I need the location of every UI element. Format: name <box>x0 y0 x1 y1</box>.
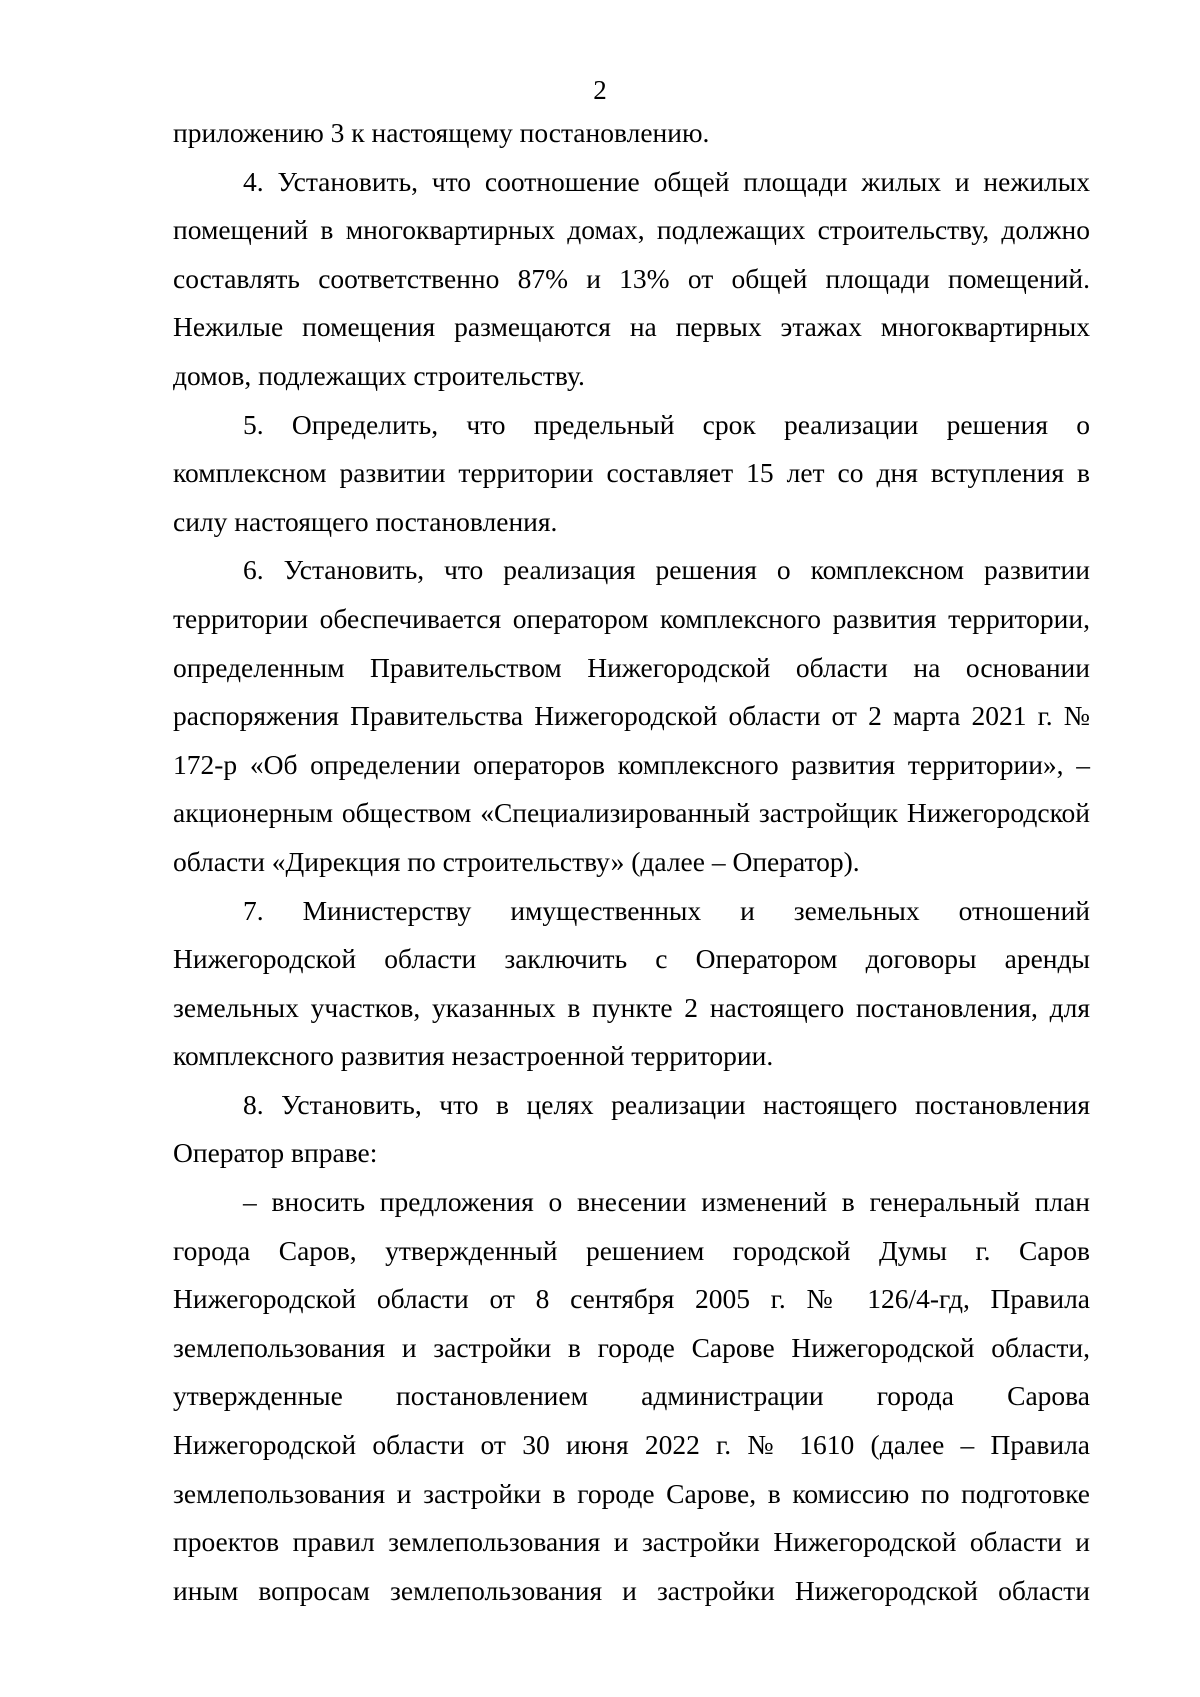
paragraph-8: 8. Установить, что в целях реализации настоящего постановления Оператор вправе: <box>173 1088 1090 1169</box>
paragraph-7: 7. Министерству имущественных и земельных отношений Нижегородской области заключить с Оператором договоры аренды земельных участков, указанных в пункте 2 настоящего постановления, для комплексного развития незастроенной территории. <box>173 894 1090 1072</box>
document-body <box>173 109 1090 1615</box>
paragraph-5: 5. Определить, что предельный срок реализации решения о комплексном развитии территории составляет 15 лет со дня вступления в силу настоящего постановления. <box>173 408 1090 537</box>
paragraph-8-item-1: – вносить предложения о внесении изменений в генеральный план города Саров, утвержденный решением городской Думы г. Саров Нижегородской области от 8 сентября 2005 г. № 126/4-гд, Правила землепользования и застройки в городе Сарове Нижегородской области, утвержденные постановлением администрации города Сарова Нижегородской области от 30 июня 2022 г. № 1610 (далее – Правила землепользования и застройки в городе Сарове, в комиссию по подготовке проектов правил землепользования и застройки Нижегородской области и иным вопросам землепользования и застройки Нижегородской области <box>173 1186 1090 1606</box>
paragraph-6: 6. Установить, что реализация решения о комплексном развитии территории обеспечивается оператором комплексного развития территории, определенным Правительством Нижегородской области на основании распоряжения Правительства Нижегородской области от 2 марта 2021 г. № 172-р «Об определении операторов комплексного развития территории», – акционерным обществом «Специализированный застройщик Нижегородской области «Дирекция по строительству» (далее – Оператор). <box>173 554 1090 877</box>
paragraph-continuation: приложению 3 к настоящему постановлению. <box>173 117 710 148</box>
page-number: 2 <box>593 75 607 105</box>
paragraph-4: 4. Установить, что соотношение общей площади жилых и нежилых помещений в многоквартирных домах, подлежащих строительству, должно составлять соответственно 87% и 13% от общей площади помещений. Нежилые помещения размещаются на первых этажах многоквартирных домов, подлежащих строительству. <box>173 165 1090 391</box>
